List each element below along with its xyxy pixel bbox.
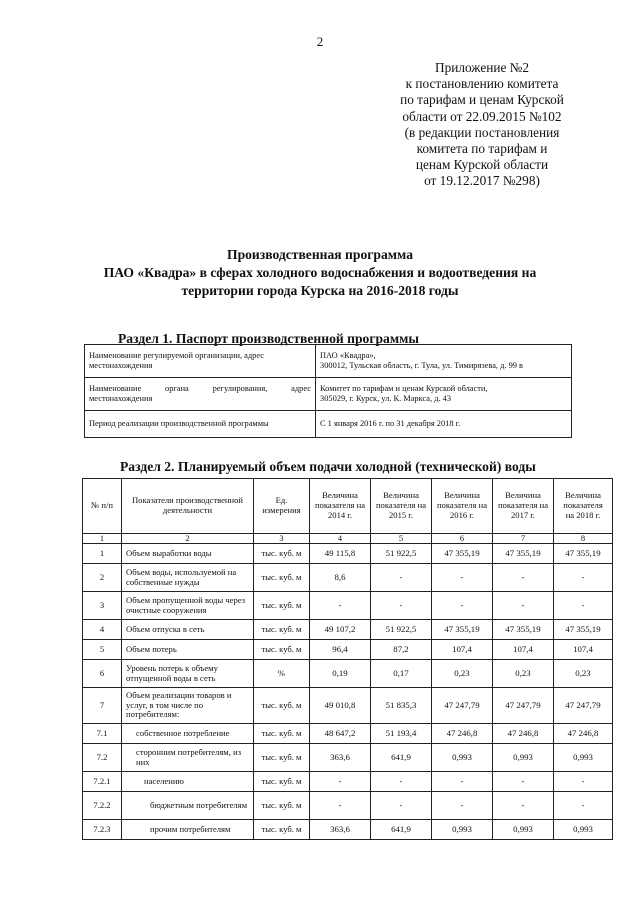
appendix-line: от 19.12.2017 №298) bbox=[424, 173, 540, 189]
title-line: территории города Курска на 2016-2018 годы bbox=[181, 283, 459, 298]
value-cell: 51 922,5 bbox=[371, 544, 432, 564]
column-header: Величина показателя на 2016 г. bbox=[432, 479, 493, 534]
row-number: 7.2.3 bbox=[83, 820, 122, 840]
row-number: 7 bbox=[83, 688, 122, 724]
table-row bbox=[83, 772, 613, 792]
value-cell: - bbox=[493, 564, 554, 592]
unit-cell: тыс. куб. м bbox=[254, 564, 310, 592]
indicator-name: собственное потребление bbox=[122, 724, 254, 744]
value-cell: - bbox=[310, 772, 371, 792]
passport-table bbox=[84, 344, 572, 438]
water-volume-table bbox=[82, 478, 613, 840]
value-cell: - bbox=[310, 792, 371, 820]
value-cell: 51 922,5 bbox=[371, 620, 432, 640]
appendix-line: ценам Курской области bbox=[415, 157, 549, 173]
value-cell: 47 355,19 bbox=[554, 544, 613, 564]
passport-label: Наименование регулируемой организации, адрес местонахождения bbox=[85, 345, 316, 378]
section1-heading: Раздел 1. Паспорт производственной программы bbox=[118, 331, 419, 346]
value-cell: 48 647,2 bbox=[310, 724, 371, 744]
column-header: Величина показателя на 2017 г. bbox=[493, 479, 554, 534]
indicator-name: населению bbox=[122, 772, 254, 792]
passport-value: С 1 января 2016 г. по 31 декабря 2018 г. bbox=[316, 411, 572, 438]
table-row bbox=[83, 688, 613, 724]
appendix-line: области от 22.09.2015 №102 bbox=[402, 108, 562, 124]
column-number-row bbox=[83, 534, 613, 544]
appendix-line: к постановлению комитета bbox=[405, 76, 559, 92]
indicator-name: Объем отпуска в сеть bbox=[122, 620, 254, 640]
value-cell: 49 010,8 bbox=[310, 688, 371, 724]
value-cell: - bbox=[554, 772, 613, 792]
indicator-name: бюджетным потребителям bbox=[122, 792, 254, 820]
value-cell: - bbox=[371, 772, 432, 792]
column-header: Величина показателя на 2015 г. bbox=[371, 479, 432, 534]
unit-cell: тыс. куб. м bbox=[254, 544, 310, 564]
appendix-line: по тарифам и ценам Курской bbox=[400, 92, 564, 108]
document-title bbox=[40, 246, 600, 300]
page-number: 2 bbox=[316, 34, 324, 49]
indicator-name: Объем пропущенной воды через очистные сооружения bbox=[122, 592, 254, 620]
value-cell: 47 355,19 bbox=[432, 620, 493, 640]
appendix-line: (в редакции постановления bbox=[404, 124, 560, 140]
indicator-name: сторонним потребителям, из них bbox=[122, 744, 254, 772]
indicator-name: прочим потребителям bbox=[122, 820, 254, 840]
table-row bbox=[83, 544, 613, 564]
unit-cell: тыс. куб. м bbox=[254, 724, 310, 744]
value-cell: 47 246,8 bbox=[432, 724, 493, 744]
passport-value-line: 300012, Тульская область, г. Тула, ул. Тимирязева, д. 99 в bbox=[320, 361, 523, 370]
value-cell: 0,993 bbox=[554, 820, 613, 840]
value-cell: 363,6 bbox=[310, 744, 371, 772]
value-cell: 0,23 bbox=[493, 660, 554, 688]
unit-cell: тыс. куб. м bbox=[254, 688, 310, 724]
appendix-line: комитета по тарифам и bbox=[416, 141, 548, 157]
value-cell: 641,9 bbox=[371, 820, 432, 840]
column-header: Показатели производственной деятельности bbox=[122, 479, 254, 534]
indicator-name: Объем выработки воды bbox=[122, 544, 254, 564]
row-number: 3 bbox=[83, 592, 122, 620]
indicator-name: Объем реализации товаров и услуг, в том числе по потребителям: bbox=[122, 688, 254, 724]
value-cell: 107,4 bbox=[554, 640, 613, 660]
column-number: 5 bbox=[371, 534, 432, 544]
column-number: 8 bbox=[554, 534, 613, 544]
row-number: 5 bbox=[83, 640, 122, 660]
unit-cell: тыс. куб. м bbox=[254, 772, 310, 792]
value-cell: 0,19 bbox=[310, 660, 371, 688]
value-cell: 0,993 bbox=[554, 744, 613, 772]
unit-cell: тыс. куб. м bbox=[254, 640, 310, 660]
table-row bbox=[83, 724, 613, 744]
unit-cell: тыс. куб. м bbox=[254, 820, 310, 840]
value-cell: 47 355,19 bbox=[554, 620, 613, 640]
value-cell: 641,9 bbox=[371, 744, 432, 772]
value-cell: - bbox=[493, 792, 554, 820]
value-cell: 107,4 bbox=[432, 640, 493, 660]
value-cell: - bbox=[432, 592, 493, 620]
value-cell: 0,17 bbox=[371, 660, 432, 688]
table-row bbox=[83, 564, 613, 592]
value-cell: - bbox=[493, 772, 554, 792]
unit-cell: % bbox=[254, 660, 310, 688]
column-header: № п/п bbox=[83, 479, 122, 534]
value-cell: 96,4 bbox=[310, 640, 371, 660]
value-cell: 47 247,79 bbox=[493, 688, 554, 724]
row-number: 1 bbox=[83, 544, 122, 564]
row-number: 7.2 bbox=[83, 744, 122, 772]
indicator-name: Уровень потерь к объему отпущенной воды в сеть bbox=[122, 660, 254, 688]
value-cell: 87,2 bbox=[371, 640, 432, 660]
row-number: 7.2.2 bbox=[83, 792, 122, 820]
passport-value bbox=[316, 345, 572, 378]
value-cell: - bbox=[371, 792, 432, 820]
section2-heading: Раздел 2. Планируемый объем подачи холодной (технической) воды bbox=[120, 459, 536, 474]
column-header: Величина показателя на 2018 г. bbox=[554, 479, 613, 534]
column-number: 6 bbox=[432, 534, 493, 544]
table-row bbox=[83, 592, 613, 620]
value-cell: 8,6 bbox=[310, 564, 371, 592]
passport-label: Период реализации производственной программы bbox=[85, 411, 316, 438]
passport-row bbox=[85, 411, 572, 438]
value-cell: - bbox=[554, 564, 613, 592]
appendix-line: Приложение №2 bbox=[434, 60, 530, 75]
table-row bbox=[83, 640, 613, 660]
value-cell: 47 247,79 bbox=[432, 688, 493, 724]
table-header-row bbox=[83, 479, 613, 534]
value-cell: - bbox=[371, 564, 432, 592]
value-cell: 0,23 bbox=[432, 660, 493, 688]
value-cell: 47 246,8 bbox=[554, 724, 613, 744]
row-number: 2 bbox=[83, 564, 122, 592]
column-number: 7 bbox=[493, 534, 554, 544]
value-cell: - bbox=[310, 592, 371, 620]
indicator-name: Объем потерь bbox=[122, 640, 254, 660]
column-number: 2 bbox=[122, 534, 254, 544]
value-cell: - bbox=[432, 564, 493, 592]
column-number: 3 bbox=[254, 534, 310, 544]
value-cell: 0,993 bbox=[493, 820, 554, 840]
value-cell: 49 107,2 bbox=[310, 620, 371, 640]
appendix-reference bbox=[366, 60, 598, 190]
value-cell: 0,993 bbox=[493, 744, 554, 772]
passport-label-line: Наименование органа регулирования, адрес bbox=[89, 384, 311, 394]
title-line: Производственная программа bbox=[227, 247, 413, 262]
row-number: 4 bbox=[83, 620, 122, 640]
row-number: 6 bbox=[83, 660, 122, 688]
value-cell: - bbox=[554, 592, 613, 620]
value-cell: 47 355,19 bbox=[493, 620, 554, 640]
table-row bbox=[83, 660, 613, 688]
passport-value-line: Комитет по тарифам и ценам Курской области, bbox=[320, 384, 488, 394]
unit-cell: тыс. куб. м bbox=[254, 744, 310, 772]
value-cell: 49 115,8 bbox=[310, 544, 371, 564]
value-cell: 0,993 bbox=[432, 744, 493, 772]
passport-label-line: местонахождения bbox=[89, 394, 153, 403]
passport-row bbox=[85, 345, 572, 378]
passport-value bbox=[316, 378, 572, 411]
value-cell: 0,993 bbox=[432, 820, 493, 840]
value-cell: - bbox=[432, 792, 493, 820]
value-cell: - bbox=[432, 772, 493, 792]
value-cell: 363,6 bbox=[310, 820, 371, 840]
column-header: Величина показателя на 2014 г. bbox=[310, 479, 371, 534]
value-cell: 51 835,3 bbox=[371, 688, 432, 724]
indicator-name: Объем воды, используемой на собственные нужды bbox=[122, 564, 254, 592]
table-row bbox=[83, 744, 613, 772]
value-cell: - bbox=[554, 792, 613, 820]
title-line: ПАО «Квадра» в сферах холодного водоснабжения и водоотведения на bbox=[103, 265, 537, 280]
row-number: 7.1 bbox=[83, 724, 122, 744]
unit-cell: тыс. куб. м bbox=[254, 792, 310, 820]
value-cell: 0,23 bbox=[554, 660, 613, 688]
value-cell: - bbox=[371, 592, 432, 620]
column-number: 4 bbox=[310, 534, 371, 544]
row-number: 7.2.1 bbox=[83, 772, 122, 792]
value-cell: 47 246,8 bbox=[493, 724, 554, 744]
passport-label bbox=[85, 378, 316, 411]
column-number: 1 bbox=[83, 534, 122, 544]
value-cell: 107,4 bbox=[493, 640, 554, 660]
passport-row bbox=[85, 378, 572, 411]
passport-value-line: ПАО «Квадра», bbox=[320, 351, 376, 361]
value-cell: 51 193,4 bbox=[371, 724, 432, 744]
unit-cell: тыс. куб. м bbox=[254, 592, 310, 620]
table-row bbox=[83, 792, 613, 820]
column-header: Ед. измерения bbox=[254, 479, 310, 534]
value-cell: 47 355,19 bbox=[432, 544, 493, 564]
passport-value-line: 305029, г. Курск, ул. К. Маркса, д. 43 bbox=[320, 394, 452, 403]
unit-cell: тыс. куб. м bbox=[254, 620, 310, 640]
value-cell: - bbox=[493, 592, 554, 620]
value-cell: 47 247,79 bbox=[554, 688, 613, 724]
table-row bbox=[83, 820, 613, 840]
value-cell: 47 355,19 bbox=[493, 544, 554, 564]
table-row bbox=[83, 620, 613, 640]
